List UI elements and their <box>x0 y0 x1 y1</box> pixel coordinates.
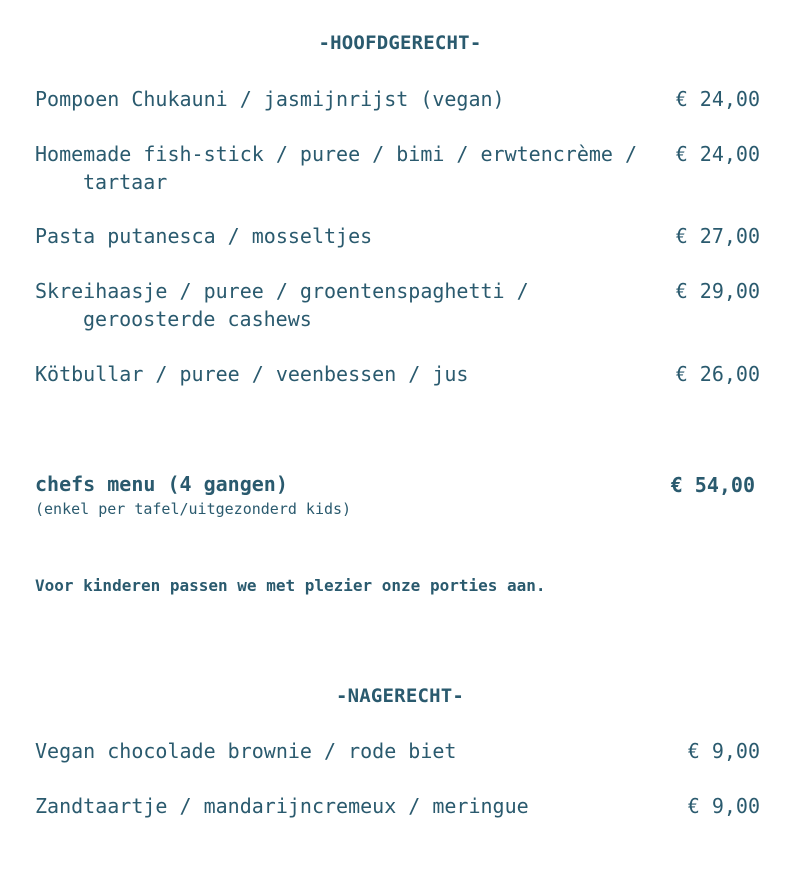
menu-item-name: Zandtaartje / mandarijncremeux / meringue <box>35 794 529 818</box>
chefs-menu-subtitle: (enkel per tafel/uitgezonderd kids) <box>35 500 352 518</box>
menu-item-name: Pasta putanesca / mosseltjes <box>35 224 373 248</box>
menu-item <box>35 792 760 820</box>
main-course-heading: -HOOFDGERECHT- <box>318 32 482 54</box>
chefs-menu-price: € 54,00 <box>670 473 755 497</box>
menu-item-price: € 9,00 <box>687 794 760 818</box>
chefs-menu-title: chefs menu (4 gangen) <box>35 472 288 496</box>
menu-item-name: Kötbullar / puree / veenbessen / jus <box>35 362 469 386</box>
menu-item-name-line2: tartaar <box>83 170 168 194</box>
dessert-heading: -NAGERECHT- <box>335 685 465 707</box>
menu-item-name-line1: Skreihaasje / puree / groentenspaghetti / <box>35 279 529 303</box>
menu-item-name <box>35 140 640 196</box>
menu-item-name-line1: Homemade fish-stick / puree / bimi / erwtencrème / <box>35 142 638 166</box>
menu-item-name-line2: geroosterde cashews <box>83 307 312 331</box>
menu-item <box>35 737 760 765</box>
menu-item-price: € 9,00 <box>687 739 760 763</box>
menu-item-price: € 27,00 <box>675 224 760 248</box>
menu-item-name: Pompoen Chukauni / jasmijnrijst (vegan) <box>35 87 505 111</box>
menu-item-name: Vegan chocolade brownie / rode biet <box>35 739 457 763</box>
menu-item <box>35 85 760 113</box>
chefs-menu <box>35 470 755 520</box>
menu-item <box>35 222 760 250</box>
menu-item-price: € 24,00 <box>675 142 760 166</box>
menu-item <box>35 360 760 388</box>
kids-note: Voor kinderen passen we met plezier onze porties aan. <box>35 576 546 595</box>
menu-item <box>35 277 760 333</box>
menu-item-price: € 26,00 <box>675 362 760 386</box>
menu-item-price: € 29,00 <box>675 279 760 303</box>
menu-item <box>35 140 760 196</box>
menu-item-price: € 24,00 <box>675 87 760 111</box>
menu-item-name <box>35 277 640 333</box>
